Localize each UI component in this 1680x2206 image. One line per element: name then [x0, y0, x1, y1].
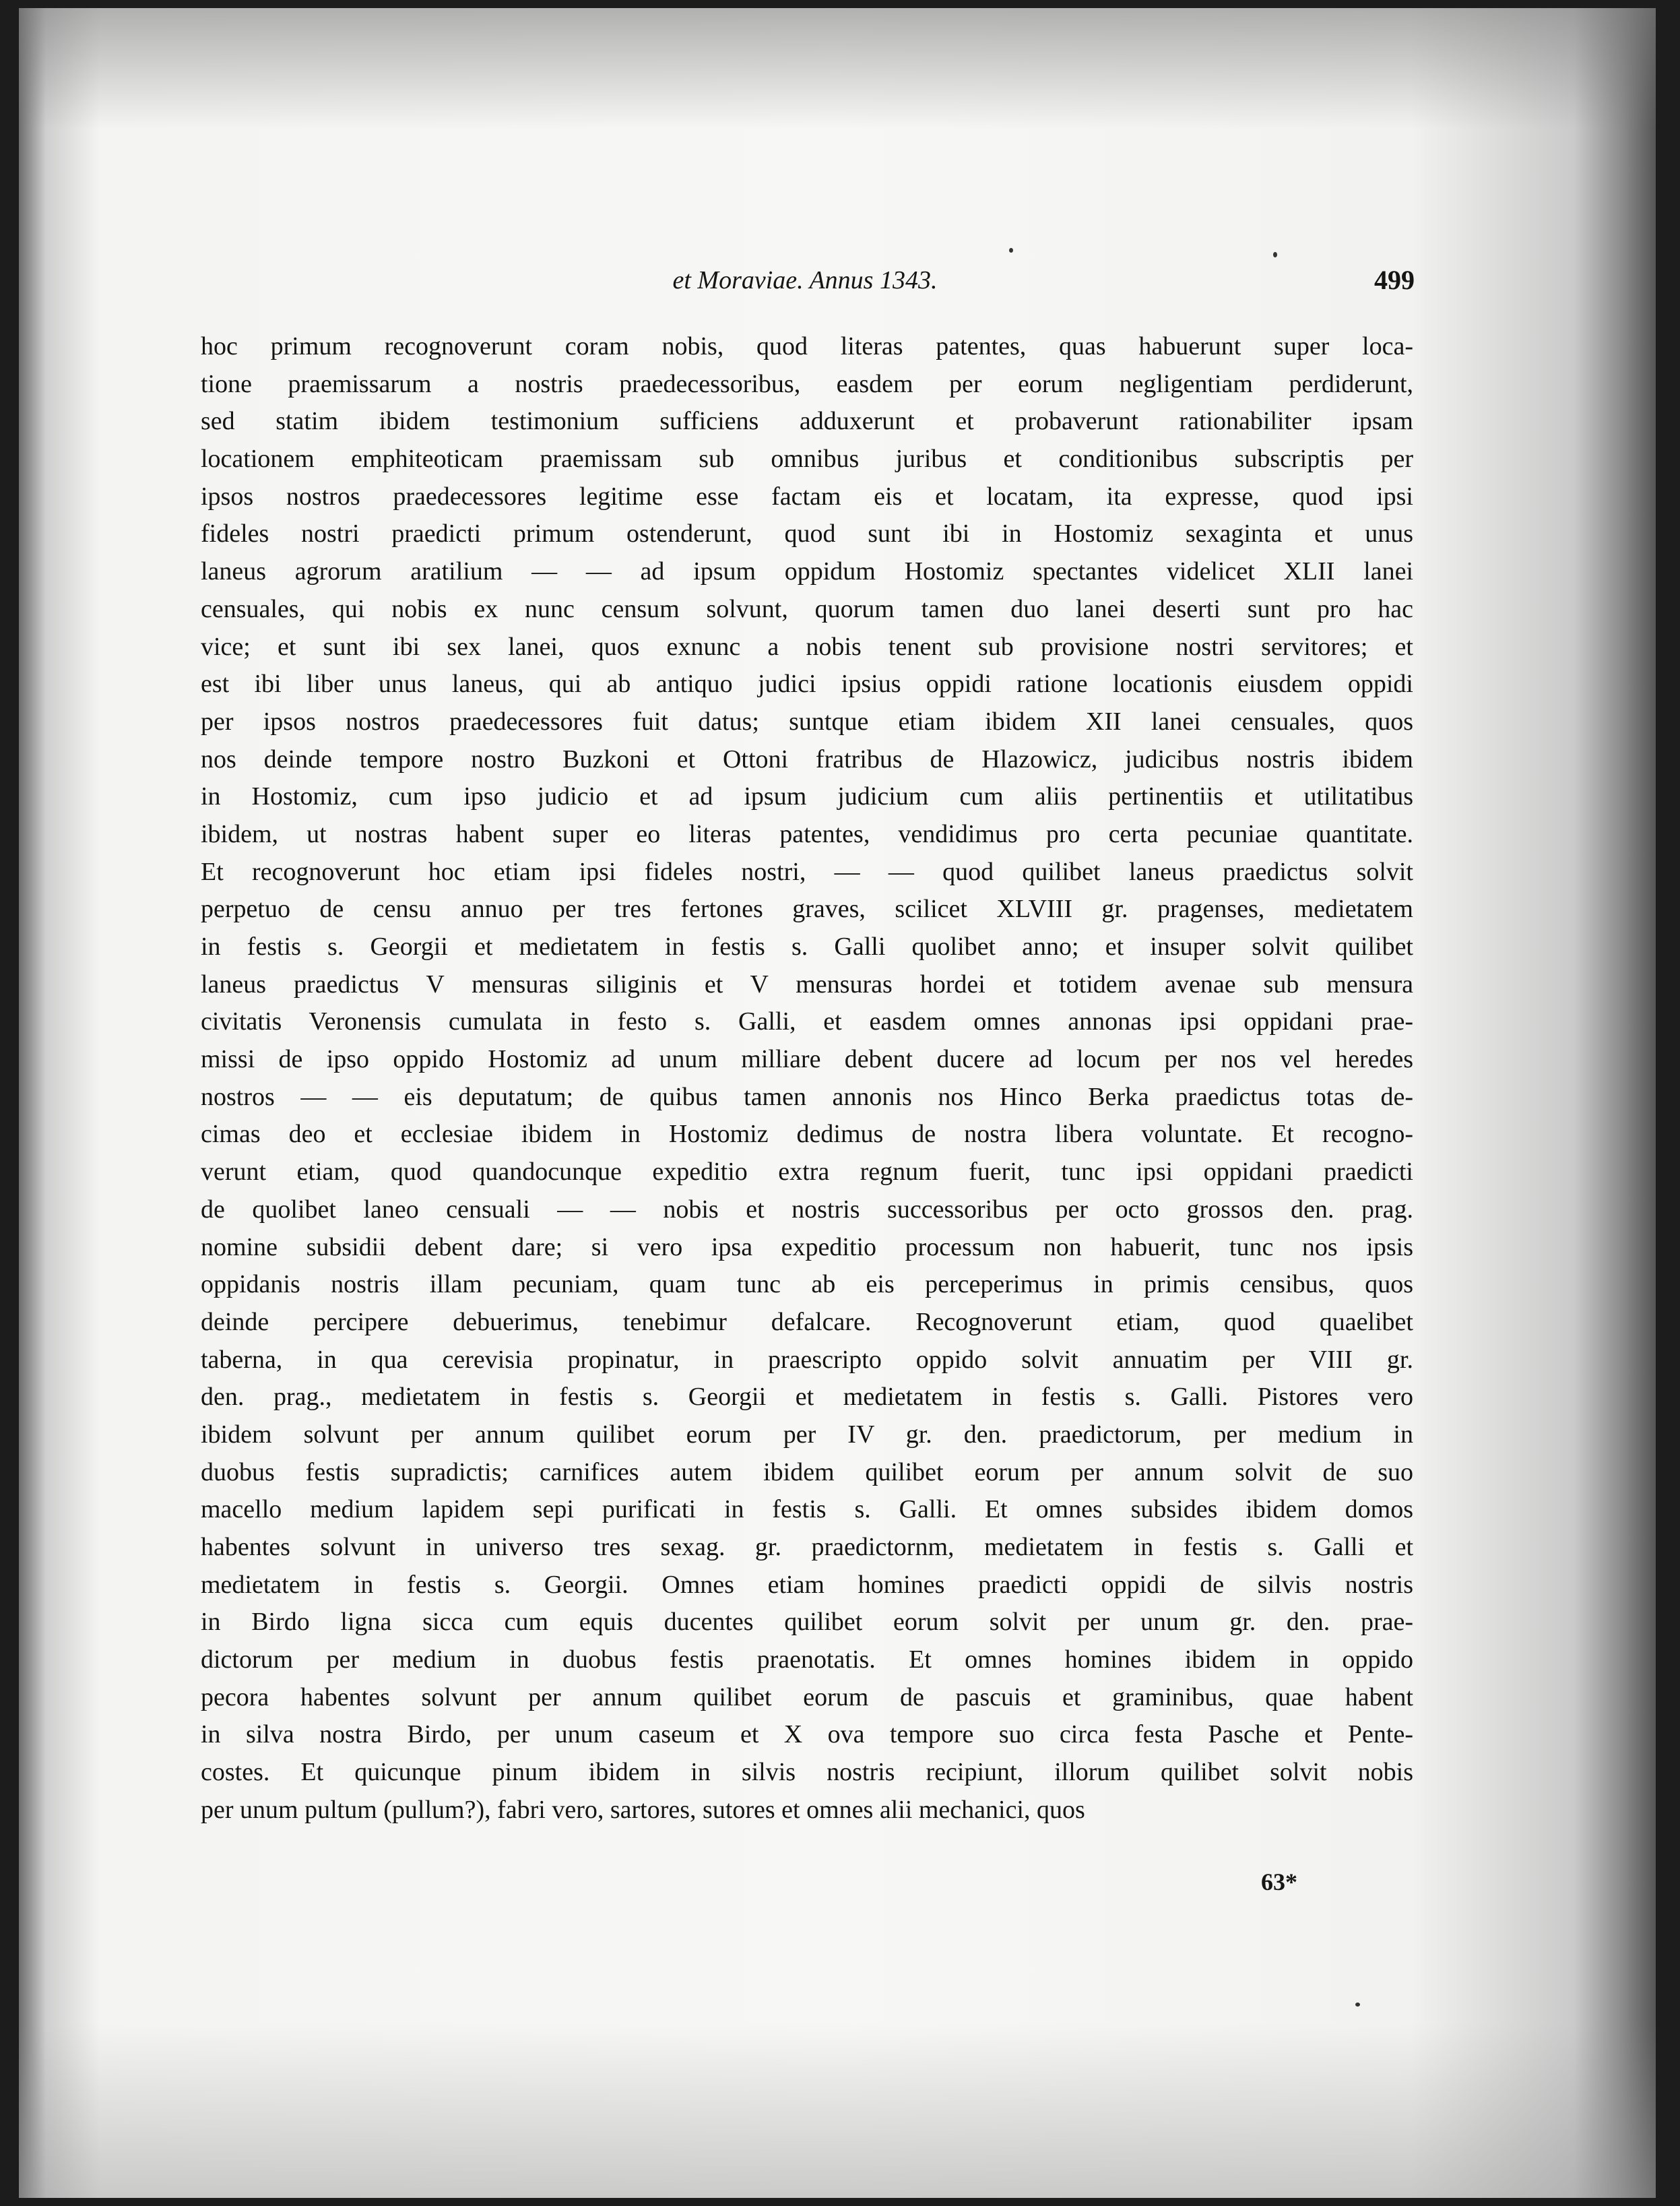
text-line: costes. Et quicunque pinum ibidem in silvis nostris recipiunt, illorum quilibet solvit nobis [201, 1758, 1413, 1787]
text-line: duobus festis supradictis; carnifices autem ibidem quilibet eorum per annum solvit de suo [201, 1457, 1413, 1486]
text-line: laneus agrorum aratilium — — ad ipsum oppidum Hostomiz spectantes videlicet XLII lanei [201, 557, 1413, 586]
ink-speck [1355, 2003, 1360, 2007]
text-line: oppidanis nostris illam pecuniam, quam tunc ab eis perceperimus in primis censibus, quos [201, 1270, 1413, 1299]
signature-mark: 63* [1261, 1868, 1297, 1895]
text-line: habentes solvunt in universo tres sexag. gr. praedictornm, medietatem in festis s. Galli et [201, 1533, 1413, 1561]
text-line: macello medium lapidem sepi purificati in festis s. Galli. Et omnes subsides ibidem domos [201, 1495, 1413, 1524]
text-line: dictorum per medium in duobus festis praenotatis. Et omnes homines ibidem in oppido [201, 1645, 1413, 1674]
text-line: in Birdo ligna sicca cum equis ducentes quilibet eorum solvit per unum gr. den. prae- [201, 1608, 1413, 1637]
text-line: de quolibet laneo censuali — — nobis et nostris successoribus per octo grossos den. prag. [201, 1195, 1413, 1224]
text-line: vice; et sunt ibi sex lanei, quos exnunc a nobis tenent sub provisione nostri servitores; et [201, 632, 1413, 661]
text-line: pecora habentes solvunt per annum quilibet eorum de pascuis et graminibus, quae habent [201, 1682, 1413, 1711]
text-line: medietatem in festis s. Georgii. Omnes etiam homines praedicti oppidi de silvis nostris [201, 1570, 1413, 1599]
text-line: laneus praedictus V mensuras siliginis et V mensuras hordei et totidem avenae sub mensura [201, 970, 1413, 999]
text-line: in silva nostra Birdo, per unum caseum et X ova tempore suo circa festa Pasche et Pente- [201, 1720, 1413, 1749]
text-line: ipsos nostros praedecessores legitime esse factam eis et locatam, ita expresse, quod ipsi [201, 482, 1413, 511]
text-line: deinde percipere debuerimus, tenebimur defalcare. Recognoverunt etiam, quod quaelibet [201, 1307, 1413, 1336]
text-line: fideles nostri praedicti primum ostenderunt, quod sunt ibi in Hostomiz sexaginta et unus [201, 519, 1413, 548]
body-text [201, 328, 1413, 1829]
text-line: per ipsos nostros praedecessores fuit datus; suntque etiam ibidem XII lanei censuales, quos [201, 707, 1413, 736]
text-line: missi de ipso oppido Hostomiz ad unum milliare debent ducere ad locum per nos vel heredes [201, 1045, 1413, 1074]
text-line: in Hostomiz, cum ipso judicio et ad ipsum judicium cum aliis pertinentiis et utilitatibus [201, 782, 1413, 811]
text-line: ibidem solvunt per annum quilibet eorum per IV gr. den. praedictorum, per medium in [201, 1420, 1413, 1449]
text-line: Et recognoverunt hoc etiam ipsi fideles nostri, — — quod quilibet laneus praedictus solvit [201, 857, 1413, 886]
running-title: et Moraviae. Annus 1343. [672, 266, 938, 294]
running-head [195, 261, 1415, 302]
text-line: tione praemissarum a nostris praedecessoribus, easdem per eorum negligentiam perdiderunt, [201, 369, 1413, 398]
text-line: nos deinde tempore nostro Buzkoni et Ottoni fratribus de Hlazowicz, judicibus nostris ibidem [201, 745, 1413, 774]
text-line: nomine subsidii debent dare; si vero ipsa expeditio processum non habuerit, tunc nos ipsis [201, 1232, 1413, 1261]
text-line: cimas deo et ecclesiae ibidem in Hostomiz dedimus de nostra libera voluntate. Et recogno- [201, 1120, 1413, 1149]
text-line: ibidem, ut nostras habent super eo literas patentes, vendidimus pro certa pecuniae quantitate. [201, 819, 1413, 848]
text-line: civitatis Veronensis cumulata in festo s. Galli, et easdem omnes annonas ipsi oppidani prae- [201, 1007, 1413, 1036]
text-line: hoc primum recognoverunt coram nobis, quod literas patentes, quas habuerunt super loca- [201, 332, 1413, 360]
text-line: locationem emphiteoticam praemissam sub omnibus juribus et conditionibus subscriptis per [201, 445, 1413, 474]
text-line: censuales, qui nobis ex nunc censum solvunt, quorum tamen duo lanei deserti sunt pro hac [201, 594, 1413, 623]
text-line: den. prag., medietatem in festis s. Georgii et medietatem in festis s. Galli. Pistores vero [201, 1383, 1413, 1412]
text-line: in festis s. Georgii et medietatem in festis s. Galli quolibet anno; et insuper solvit quilibet [201, 933, 1413, 961]
ink-speck [1273, 252, 1277, 257]
text-line: verunt etiam, quod quandocunque expeditio extra regnum fuerit, tunc ipsi oppidani praedicti [201, 1158, 1413, 1187]
text-line: perpetuo de censu annuo per tres fertones graves, scilicet XLVIII gr. pragenses, medietatem [201, 895, 1413, 924]
text-line: taberna, in qua cerevisia propinatur, in praescripto oppido solvit annuatim per VIII gr. [201, 1345, 1413, 1374]
ink-speck [1009, 248, 1013, 253]
text-line: sed statim ibidem testimonium sufficiens adduxerunt et probaverunt rationabiliter ipsam [201, 407, 1413, 436]
text-line: nostros — — eis deputatum; de quibus tamen annonis nos Hinco Berka praedictus totas de- [201, 1082, 1413, 1111]
text-line: est ibi liber unus laneus, qui ab antiquo judici ipsius oppidi ratione locationis eiusdem oppidi [201, 670, 1413, 699]
page-number: 499 [1374, 265, 1415, 295]
text-line: per unum pultum (pullum?), fabri vero, sartores, sutores et omnes alii mechanici, quos [201, 1795, 1085, 1824]
